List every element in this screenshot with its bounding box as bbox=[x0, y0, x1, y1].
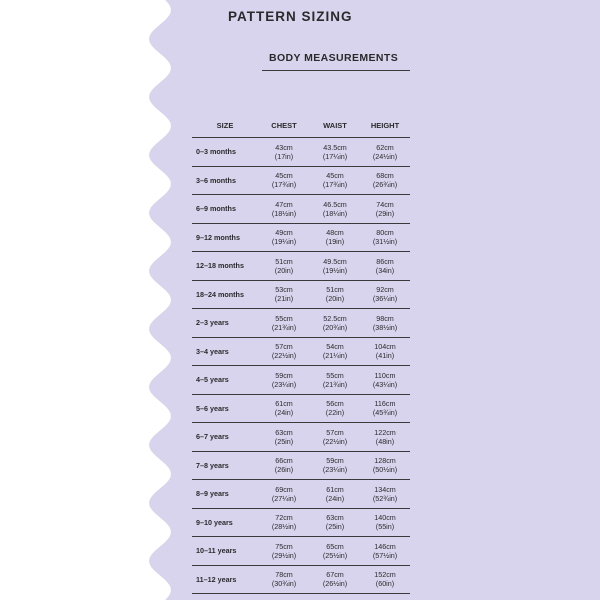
height-cm: 92cm bbox=[376, 285, 394, 295]
chest-cell bbox=[258, 423, 310, 452]
height-cm: 134cm bbox=[374, 484, 396, 494]
height-cm: 116cm bbox=[374, 399, 396, 409]
waist-cell bbox=[310, 451, 360, 480]
height-in: (60in) bbox=[375, 579, 395, 589]
chest-cm: 69cm bbox=[275, 484, 293, 494]
chest-cell bbox=[258, 480, 310, 509]
chest-in: (21in) bbox=[274, 294, 294, 304]
column-header-height: HEIGHT bbox=[360, 113, 410, 138]
waist-cell bbox=[310, 166, 360, 195]
waist-cm: 63cm bbox=[326, 513, 344, 523]
waist-cm: 59cm bbox=[326, 456, 344, 466]
height-in: (43¼in) bbox=[372, 379, 398, 389]
waist-cm: 48cm bbox=[326, 228, 344, 238]
height-cm: 110cm bbox=[374, 370, 396, 380]
chest-in: (24in) bbox=[274, 408, 294, 418]
waist-cm: 54cm bbox=[326, 342, 344, 352]
height-in: (50½in) bbox=[372, 465, 398, 475]
waist-cell bbox=[310, 223, 360, 252]
waist-cm: 46.5cm bbox=[323, 199, 347, 209]
waist-cell bbox=[310, 565, 360, 594]
chest-cm: 61cm bbox=[275, 399, 293, 409]
chest-in: (17in) bbox=[274, 151, 294, 161]
chest-in: (20in) bbox=[274, 265, 294, 275]
chest-in: (23¼in) bbox=[271, 379, 297, 389]
waist-cell bbox=[310, 337, 360, 366]
table-row bbox=[192, 394, 410, 423]
column-header-waist: WAIST bbox=[310, 113, 360, 138]
height-cm: 128cm bbox=[374, 456, 396, 466]
size-cell: 0–3 months bbox=[192, 138, 258, 167]
waist-in: (20¾in) bbox=[322, 322, 348, 332]
chest-cm: 55cm bbox=[275, 313, 293, 323]
chest-cell bbox=[258, 337, 310, 366]
height-cm: 146cm bbox=[374, 541, 396, 551]
column-header-size: SIZE bbox=[192, 113, 258, 138]
chest-cm: 66cm bbox=[275, 456, 293, 466]
table-row bbox=[192, 138, 410, 167]
height-cm: 140cm bbox=[374, 513, 396, 523]
chest-cm: 45cm bbox=[275, 171, 293, 181]
chest-cm: 72cm bbox=[275, 513, 293, 523]
chest-cm: 47cm bbox=[275, 199, 293, 209]
height-cell bbox=[360, 166, 410, 195]
waist-cm: 57cm bbox=[326, 427, 344, 437]
size-cell: 2–3 years bbox=[192, 309, 258, 338]
table-row bbox=[192, 166, 410, 195]
size-cell: 9–10 years bbox=[192, 508, 258, 537]
size-cell: 6–7 years bbox=[192, 423, 258, 452]
waist-in: (25½in) bbox=[322, 550, 348, 560]
height-in: (36¼in) bbox=[372, 294, 398, 304]
waist-in: (20in) bbox=[325, 294, 345, 304]
size-cell: 11–12 years bbox=[192, 565, 258, 594]
waist-cm: 61cm bbox=[326, 484, 344, 494]
chest-cm: 59cm bbox=[275, 370, 293, 380]
size-cell: 4–5 years bbox=[192, 366, 258, 395]
size-cell: 10–11 years bbox=[192, 537, 258, 566]
chest-in: (22½in) bbox=[271, 351, 297, 361]
chest-cm: 53cm bbox=[275, 285, 293, 295]
waist-cm: 49.5cm bbox=[323, 256, 347, 266]
chest-cell bbox=[258, 223, 310, 252]
waist-cell bbox=[310, 309, 360, 338]
waist-cm: 52.5cm bbox=[323, 313, 347, 323]
waist-cell bbox=[310, 252, 360, 281]
table-row bbox=[192, 337, 410, 366]
chest-in: (27¼in) bbox=[271, 493, 297, 503]
height-cm: 68cm bbox=[376, 171, 394, 181]
chest-cm: 75cm bbox=[275, 541, 293, 551]
height-cm: 122cm bbox=[374, 427, 396, 437]
size-cell: 3–6 months bbox=[192, 166, 258, 195]
size-cell: 8–9 years bbox=[192, 480, 258, 509]
height-in: (38½in) bbox=[372, 322, 398, 332]
column-header-chest: CHEST bbox=[258, 113, 310, 138]
chest-cm: 43cm bbox=[275, 142, 293, 152]
height-cm: 74cm bbox=[376, 199, 394, 209]
chest-in: (30¾in) bbox=[271, 579, 297, 589]
chest-in: (26in) bbox=[274, 465, 294, 475]
chest-cell bbox=[258, 537, 310, 566]
height-cell bbox=[360, 537, 410, 566]
height-cell bbox=[360, 366, 410, 395]
waist-cm: 65cm bbox=[326, 541, 344, 551]
height-cm: 86cm bbox=[376, 256, 394, 266]
size-cell: 6–9 months bbox=[192, 195, 258, 224]
waist-cm: 51cm bbox=[326, 285, 344, 295]
waist-cell bbox=[310, 508, 360, 537]
waist-in: (19in) bbox=[325, 237, 345, 247]
height-in: (24½in) bbox=[372, 151, 398, 161]
waist-in: (22in) bbox=[325, 408, 345, 418]
waist-in: (21¾in) bbox=[322, 379, 348, 389]
chest-cell bbox=[258, 252, 310, 281]
subtitle-divider bbox=[262, 70, 410, 71]
waist-cell bbox=[310, 366, 360, 395]
waist-in: (24in) bbox=[325, 493, 345, 503]
height-cell bbox=[360, 223, 410, 252]
size-cell: 12–18 months bbox=[192, 252, 258, 281]
table-row bbox=[192, 508, 410, 537]
chest-in: (21¾in) bbox=[271, 322, 297, 332]
waist-in: (17¾in) bbox=[322, 180, 348, 190]
table-row bbox=[192, 223, 410, 252]
chest-cell bbox=[258, 309, 310, 338]
table-row bbox=[192, 565, 410, 594]
height-in: (41in) bbox=[375, 351, 395, 361]
size-cell: 18–24 months bbox=[192, 280, 258, 309]
chest-cell bbox=[258, 138, 310, 167]
table-row bbox=[192, 451, 410, 480]
height-in: (26¾in) bbox=[372, 180, 398, 190]
table-row bbox=[192, 195, 410, 224]
size-cell: 7–8 years bbox=[192, 451, 258, 480]
chest-cell bbox=[258, 280, 310, 309]
waist-cell bbox=[310, 537, 360, 566]
table-body bbox=[192, 138, 410, 594]
height-cell bbox=[360, 508, 410, 537]
waist-in: (23¼in) bbox=[322, 465, 348, 475]
chest-cm: 49cm bbox=[275, 228, 293, 238]
chest-cell bbox=[258, 565, 310, 594]
table-row bbox=[192, 480, 410, 509]
height-cm: 62cm bbox=[376, 142, 394, 152]
chest-cm: 57cm bbox=[275, 342, 293, 352]
height-cell bbox=[360, 451, 410, 480]
waist-cell bbox=[310, 394, 360, 423]
table-row bbox=[192, 423, 410, 452]
body-measurements-table bbox=[192, 113, 410, 594]
waist-in: (17¼in) bbox=[322, 151, 348, 161]
height-in: (34in) bbox=[375, 265, 395, 275]
chest-in: (28½in) bbox=[271, 522, 297, 532]
height-in: (29in) bbox=[375, 208, 395, 218]
height-cell bbox=[360, 394, 410, 423]
height-in: (57½in) bbox=[372, 550, 398, 560]
waist-in: (21¼in) bbox=[322, 351, 348, 361]
height-cell bbox=[360, 280, 410, 309]
chest-cell bbox=[258, 451, 310, 480]
height-cm: 80cm bbox=[376, 228, 394, 238]
chest-cell bbox=[258, 166, 310, 195]
waist-in: (26½in) bbox=[322, 579, 348, 589]
height-cm: 152cm bbox=[374, 570, 396, 580]
page-title: PATTERN SIZING bbox=[228, 9, 353, 24]
chest-in: (29½in) bbox=[271, 550, 297, 560]
chest-cell bbox=[258, 366, 310, 395]
waist-cm: 45cm bbox=[326, 171, 344, 181]
section-subtitle: BODY MEASUREMENTS bbox=[269, 52, 399, 64]
chest-in: (19¼in) bbox=[271, 237, 297, 247]
table-row bbox=[192, 366, 410, 395]
chest-cell bbox=[258, 508, 310, 537]
chest-cm: 78cm bbox=[275, 570, 293, 580]
height-in: (52¾in) bbox=[372, 493, 398, 503]
height-in: (48in) bbox=[375, 436, 395, 446]
height-cell bbox=[360, 138, 410, 167]
chest-in: (17¾in) bbox=[271, 180, 297, 190]
table-row bbox=[192, 252, 410, 281]
waist-cell bbox=[310, 480, 360, 509]
waist-cm: 56cm bbox=[326, 399, 344, 409]
waist-in: (19½in) bbox=[322, 265, 348, 275]
waist-in: (18¼in) bbox=[322, 208, 348, 218]
chest-cm: 51cm bbox=[275, 256, 293, 266]
size-cell: 5–6 years bbox=[192, 394, 258, 423]
waist-cell bbox=[310, 280, 360, 309]
height-cell bbox=[360, 337, 410, 366]
height-cell bbox=[360, 252, 410, 281]
height-cm: 98cm bbox=[376, 313, 394, 323]
height-cell bbox=[360, 309, 410, 338]
height-in: (45¾in) bbox=[372, 408, 398, 418]
height-in: (55in) bbox=[375, 522, 395, 532]
table-row bbox=[192, 309, 410, 338]
table-row bbox=[192, 280, 410, 309]
waist-cell bbox=[310, 423, 360, 452]
height-cm: 104cm bbox=[374, 342, 396, 352]
height-cell bbox=[360, 423, 410, 452]
height-in: (31½in) bbox=[372, 237, 398, 247]
chest-in: (18½in) bbox=[271, 208, 297, 218]
waist-cm: 55cm bbox=[326, 370, 344, 380]
height-cell bbox=[360, 565, 410, 594]
waist-cm: 43.5cm bbox=[323, 142, 347, 152]
waist-cell bbox=[310, 195, 360, 224]
waist-cell bbox=[310, 138, 360, 167]
table-row bbox=[192, 537, 410, 566]
table-header bbox=[192, 113, 410, 138]
chest-cell bbox=[258, 195, 310, 224]
waist-in: (25in) bbox=[325, 522, 345, 532]
chest-cell bbox=[258, 394, 310, 423]
height-cell bbox=[360, 480, 410, 509]
chest-in: (25in) bbox=[274, 436, 294, 446]
waist-in: (22½in) bbox=[322, 436, 348, 446]
height-cell bbox=[360, 195, 410, 224]
header-row bbox=[192, 113, 410, 138]
chest-cm: 63cm bbox=[275, 427, 293, 437]
waist-cm: 67cm bbox=[326, 570, 344, 580]
size-cell: 3–4 years bbox=[192, 337, 258, 366]
size-cell: 9–12 months bbox=[192, 223, 258, 252]
